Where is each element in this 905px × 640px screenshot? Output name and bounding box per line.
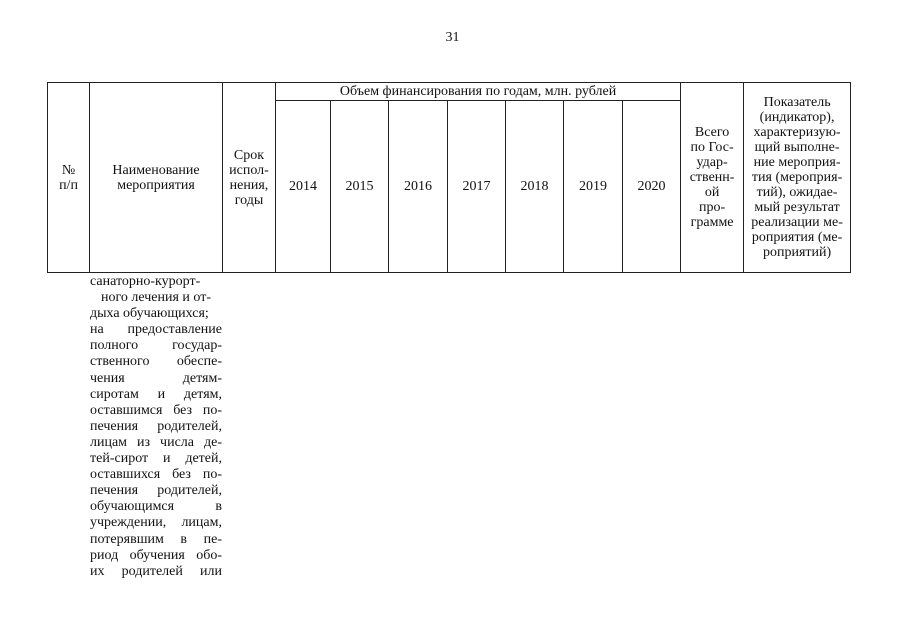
text-line: сиротам и детям, (90, 386, 222, 402)
text-line: полного государ- (90, 338, 222, 354)
column-header-year: 2020 (623, 101, 681, 273)
column-header-year: 2019 (564, 101, 623, 273)
column-header-number-line: п/п (59, 177, 78, 193)
column-header-total-line: про- (699, 200, 726, 215)
column-header-term-line: испол- (229, 162, 269, 178)
text-line: тей-сирот и детей, (90, 451, 222, 467)
text-line: оставшихся без по- (90, 467, 222, 483)
text-line: обучающимся в (90, 499, 222, 515)
column-header-term-line: Срок (233, 147, 265, 163)
column-header-total-line: грамме (690, 215, 734, 230)
column-header-indicator-line: реализации ме- (751, 215, 843, 230)
column-header-indicator-line: роприятия (ме- (751, 230, 843, 245)
text-line: учреждении, лицам, (90, 515, 222, 531)
text-line: ного лечения и от- (100, 290, 211, 306)
column-header-name (90, 83, 223, 273)
column-header-indicator-line: ние мероприя- (753, 155, 841, 170)
text-line: их родителей или (90, 563, 222, 579)
page-number: 31 (445, 30, 460, 45)
text-line: на предоставление (90, 322, 222, 338)
column-header-term (223, 83, 276, 273)
column-header-term-line: нения, (229, 177, 269, 193)
column-header-year: 2017 (448, 101, 506, 273)
column-header-funding: Объем финансирования по годам, млн. рублей (276, 83, 681, 101)
continuation-text (90, 274, 222, 580)
text-line: риод обучения обо- (90, 547, 222, 563)
column-header-total (681, 83, 744, 273)
column-header-indicator-line: тий), ожидае- (756, 185, 838, 200)
column-header-name-line: мероприятия (117, 177, 195, 193)
column-header-indicator (744, 83, 851, 273)
column-header-total-line: ственн- (689, 170, 735, 185)
column-header-indicator-line: Показатель (763, 95, 831, 110)
column-header-indicator-line: (индикатор), (759, 110, 835, 125)
text-line: лицам из числа де- (90, 434, 222, 450)
column-header-indicator-line: щий выполне- (754, 140, 840, 155)
text-line: санаторно-курорт- (90, 274, 201, 289)
text-line: чения детям- (90, 370, 222, 386)
column-header-year: 2016 (389, 101, 448, 273)
column-header-term-line: годы (234, 192, 264, 208)
text-line: печения родителей, (90, 483, 222, 499)
column-header-indicator-line: характеризую- (753, 125, 841, 140)
column-header-total-line: ой (704, 185, 720, 200)
text-line: печения родителей, (90, 418, 222, 434)
column-header-number (48, 83, 90, 273)
column-header-year: 2014 (276, 101, 331, 273)
column-header-name-line: Наименование (112, 162, 200, 178)
column-header-indicator-line: мый результат (754, 200, 840, 215)
text-line: потерявшим в пе- (90, 531, 222, 547)
column-header-number-line: № (61, 162, 76, 178)
column-header-indicator-line: тия (мероприя- (751, 170, 843, 185)
column-header-total-line: удар- (696, 155, 728, 170)
financing-table-header (47, 82, 851, 273)
column-header-year: 2018 (506, 101, 564, 273)
column-header-indicator-line: роприятий) (762, 245, 832, 260)
text-line: дыха обучающихся; (90, 306, 209, 322)
text-line: ственного обеспе- (90, 354, 222, 370)
column-header-total-line: Всего (694, 125, 730, 140)
text-line: оставшимся без по- (90, 402, 222, 418)
column-header-total-line: по Гос- (690, 140, 734, 155)
column-header-year: 2015 (331, 101, 389, 273)
